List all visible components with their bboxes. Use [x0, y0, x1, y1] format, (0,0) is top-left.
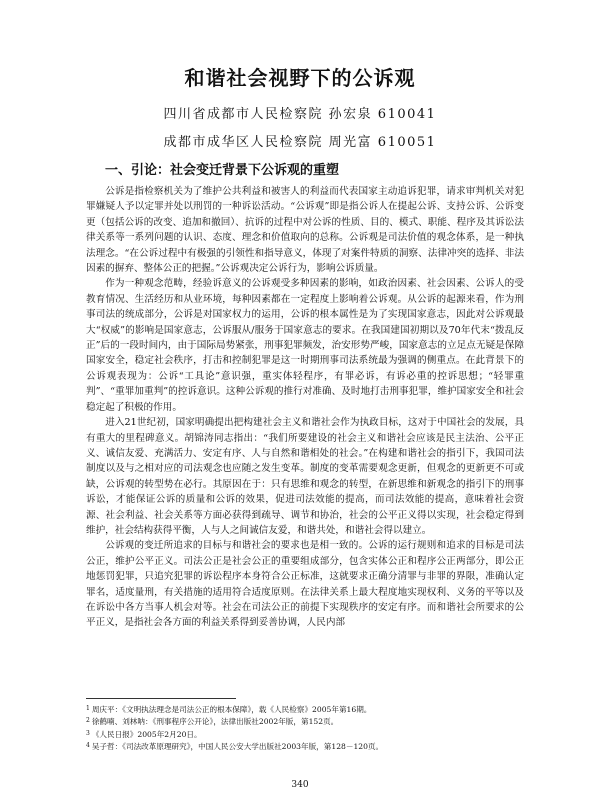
- paragraph-4: 公诉观的变迁所追求的目标与和谐社会的要求也是相一致的。公诉的运行规则和追求的目标是司法公正，维护公平正义。司法公正是社会公正的重要组成部分，包含实体公正和程序公正两部分，即公正地惩罚犯罪，只追究犯罪的诉讼程序本身符合公正标准，这就要求正确分清罪与非罪的界限，准确认定罪名，适度量刑，有关措施的适用符合适度原则。在法律关系上最大程度地实现权利、义务的平等以及在诉讼中各方当事人机会对等。社会在司法公正的前提下实现秩序的安定有序。而和谐社会所要求的公平正义，是指社会各方面的利益关系得到妥善协调，人民内部: [86, 540, 524, 629]
- footnote-2: [86, 715, 526, 727]
- section-heading: 一、引论：社会变迁背景下公诉观的重塑: [105, 163, 340, 178]
- paper-title: 和谐社会视野下的公诉观: [184, 66, 416, 90]
- footnote-text: 徐鹤喃、刘林呐：《刑事程序公开论》，法律出版社2002年版，第152页。: [91, 717, 339, 727]
- footnote-divider: [86, 698, 236, 699]
- footnote-text: 《人民日报》2005年2月20日。: [91, 729, 202, 739]
- paragraph-3: 进入21世纪初，国家明确提出把构建社会主义和谐社会作为执政目标，这对于中国社会的发展，具有重大的里程碑意义。胡锦涛同志指出：“我们所要建设的社会主义和谐社会应该是民主法治、公平正义、诚信友爱、充满活力、安定有序、人与自然和谐相处的社会。”在构建和谐社会的指引下，我国司法制度以及与之相对应的司法观念也应随之发生变革。制度的变革需要观念更新，但观念的更新更不可或缺，公诉观的转型势在必行。其原因在于：只有思维和观念的转型，在新思维和新观念的指引下的刑事诉讼，才能保证公诉的质量和公诉的效果，促进司法效能的提高，而司法效能的提高，意味着社会资源、社会利益、社会关系等方面必获得到疏导、调节和协治，社会的公平正义得以实现，社会稳定得到维护，社会结构获得平衡，人与人之间诚信友爱，和谐共处，和谐社会得以建立。: [86, 417, 524, 536]
- footnote-1: [86, 703, 526, 715]
- footnote-4: [86, 740, 526, 752]
- paragraph-1: 公诉是指检察机关为了维护公共利益和被害人的利益而代表国家主动追诉犯罪，请求审判机关对犯罪嫌疑人予以定罪并处以刑罚的一种诉讼活动。“公诉观”即是指公诉人在提起公诉、支持公诉、公诉变更（包括公诉的改变、追加和撤回）、抗诉的过程中对公诉的性质、目的、模式、职能、程序及其诉讼法律关系等一系列问题的认识、态度、理念和价值取向的总称。公诉观是司法价值的观念体系，是一种执法理念。“在公诉过程中有极强的引领性和指导意义，体现了对案件特质的洞察、法律冲突的选择、非法因素的摒弃、整体公正的把握。”公诉观决定公诉行为，影响公诉质量。: [86, 186, 524, 275]
- page-number: 340: [291, 780, 309, 790]
- footnote-number: 1: [86, 705, 90, 712]
- footnote-3: [86, 728, 526, 740]
- body-text: [86, 184, 524, 631]
- footnotes: [86, 703, 526, 752]
- footnote-number: 2: [86, 717, 90, 725]
- paragraph-2: 作为一种观念范畴，经验诉意义的公诉观受多种因素的影响，如政治因素、社会因素、公诉人的受教育情况、生活经历和从业环境，每种因素都在一定程度上影响着公诉观。从公诉的起源来看，作为刑事司法的统成部分，公诉是对国家权力的运用，公诉的根本属性是为了实现国家意志，因此对公诉观最大“权威”的影响是国家意志，公诉服从/服务于国家意志的要求。在我国建国初期以及70年代末“拨乱反正”后的一段时间内，由于国际局势紧张，刑事犯罪频发，治安形势严峻，国家意志的立足点无疑是保障国家安全，稳定社会秩序，打击和控制犯罪是这一时期刑事司法系统最为强调的侧重点。在此背景下的公诉观表现为：公诉“工具论”意识强，重实体轻程序，有罪必诉，有诉必重的控诉思想；“轻罪重判”、“重罪加重判”的控诉意识。这种公诉观的推行对准确、及时地打击刑事犯罪，维护国家安全和社会稳定起了积极的作用。: [86, 278, 524, 413]
- author-affiliation-1: 四川省成都市人民检察院 孙宏泉 610041: [163, 107, 437, 122]
- footnote-text: 周庆平：《文明执法理念是司法公正的根本保障》，载《人民检察》2005年第16期。: [91, 705, 372, 714]
- footnote-number: 3: [86, 729, 90, 737]
- author-affiliation-2: 成都市成华区人民检察院 周光富 610051: [163, 135, 437, 150]
- footnote-text: 吴子哲：《司法改革原理研究》，中国人民公安大学出版社2003年版，第128－120页。: [91, 741, 384, 751]
- footnote-number: 4: [86, 741, 90, 749]
